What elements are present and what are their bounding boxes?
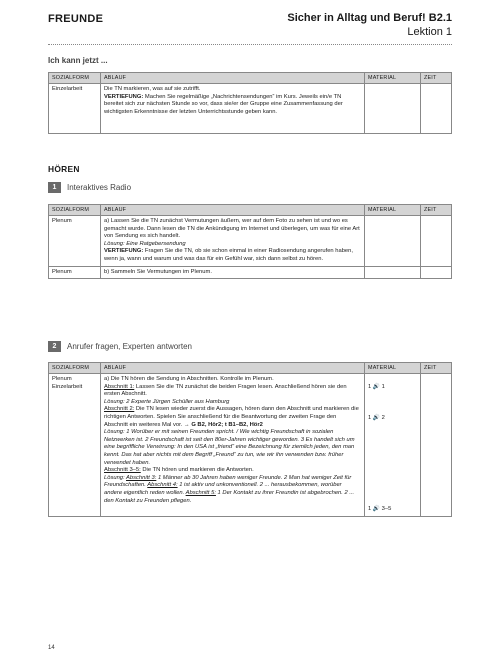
loesung-text <box>104 475 354 504</box>
vertiefung-label: VERTIEFUNG: <box>104 248 144 255</box>
book-title: Sicher in Alltag und Beruf! B2.1 <box>287 12 452 24</box>
lesson-label: Lektion 1 <box>407 26 452 38</box>
abschnitt-text: Die TN lesen wieder zuerst die Aussagen, hören dann den Abschnitt und markieren die richtigen Antworten. Spielen Sie anschließend für die Beantwortung der zweiten Frage den Abschnitt ein weiteres Mal vor. <box>104 406 359 428</box>
audio-track-1: 1 🔊 1 <box>368 384 385 390</box>
cell-material <box>365 374 421 517</box>
text-paragraph: a) Die TN hören die Sendung in Abschnitten. Kontrolle im Plenum. <box>104 376 274 382</box>
cell-zeit <box>421 216 452 267</box>
cell-ablauf: b) Sammeln Sie Vermutungen im Plenum. <box>101 266 365 279</box>
text-paragraph: a) Lassen Sie die TN zunächst Vermutungen äußern, wer auf dem Foto zu sehen ist und wo es gemacht wurde. Dann lesen die TN die Ankündigung im Internet und überlegen, um was für eine Art von Sendung es sich handelt. <box>104 218 360 240</box>
col-material: MATERIAL <box>365 363 421 374</box>
cell-sozialform: Plenum <box>49 266 101 279</box>
section-ich-kann-title: Ich kann jetzt ... <box>48 56 108 65</box>
vertiefung-text: Machen Sie regelmäßige „Nachrichtensendungen“ im Kurs. Jeweils ein/e TN bereitet sich zur nächsten Stunde so vor, dass sie/er der Gruppe eine Zusammenfassung der wichtigsten Erkenntnisse der letzten Unterrichtsstunde geben kann. <box>104 93 343 115</box>
cell-sozialform: Plenum <box>49 216 101 267</box>
sozialform-einzelarbeit: Einzelarbeit <box>52 383 83 390</box>
audio-track-2: 1 🔊 2 <box>368 414 385 421</box>
table-interaktives-radio <box>48 204 452 279</box>
audio-track-3-5: 1 🔊 3–5 <box>368 506 392 513</box>
vertiefung-label: VERTIEFUNG: <box>104 93 144 100</box>
col-sozialform: SOZIALFORM <box>49 363 101 374</box>
loesung-text: Lösung: 1 Worüber er mit seinen Freunden spricht. / Wie wichtig Freundschaft in sozialen Netzwerken ist. 2 Freundschaft ist seit den 80er-Jahren wichtiger geworden. 3 Es handelt sich um eine begriffliche Verwirrung: In den USA ist „friend“ eine Bezeichnung für ziemlich jeden, den man kennt. Das hat aber nichts mit dem Begriff „Freund“ zu tun, wie wir ihn verwenden bzw. früher verwendet haben. <box>104 429 355 466</box>
table-anrufer-fragen <box>48 362 452 517</box>
page-header <box>48 10 452 44</box>
abschnitt-label: Abschnitt 2: <box>104 406 135 413</box>
abschnitt-text: Die TN hören und markieren die Antworten. <box>140 467 254 474</box>
abschnitt-text: Lassen Sie die TN zunächst die beiden Fragen lesen. Anschließend hören sie den ersten Abschnitt. <box>104 383 347 398</box>
cell-sozialform <box>49 374 101 517</box>
section-2-heading <box>48 341 192 352</box>
col-ablauf: ABLAUF <box>101 205 365 216</box>
abschnitt-text: 1 Männer ab 30 Jahren haben weniger Freunde. 2 Man hat weniger Zeit für Freundschaften. <box>104 474 352 489</box>
loesung-text: Lösung: Eine Ratgebersendung <box>104 240 186 247</box>
page-number: 14 <box>48 645 55 651</box>
abschnitt-text: 1 Der Kontakt zu ihrer Freundin ist abgebrochen. 2 ... den Kontakt zu Freunden pflegen. <box>104 489 355 504</box>
section-title: Interaktives Radio <box>67 183 132 192</box>
table-row <box>49 84 452 134</box>
brand-label: FREUNDE <box>48 13 104 25</box>
cell-zeit <box>421 266 452 279</box>
section-1-heading <box>48 182 131 193</box>
table-header-row <box>49 73 452 84</box>
table-row <box>49 216 452 267</box>
cell-material <box>365 84 421 134</box>
loesung-text: Lösung: 2 Experte Jürgen Schüller aus Hamburg <box>104 398 230 405</box>
cell-zeit <box>421 374 452 517</box>
col-material: MATERIAL <box>365 205 421 216</box>
col-zeit: ZEIT <box>421 363 452 374</box>
abschnitt-label: Abschnitt 1: <box>104 383 135 390</box>
section-number-badge: 1 <box>48 182 61 193</box>
abschnitt-label: Abschnitt 3–5: <box>104 467 141 474</box>
abschnitt-label: Abschnitt 3: <box>126 474 157 481</box>
cell-zeit <box>421 84 452 134</box>
heading-hoeren: HÖREN <box>48 164 80 174</box>
table-header-row <box>49 363 452 374</box>
col-ablauf: ABLAUF <box>101 363 365 374</box>
header-divider <box>48 44 452 45</box>
vertiefung-text: Fragen Sie die TN, ob sie schon einmal in einer Radiosendung angerufen haben, wenn ja, wann und warum und was das für ein Gefühl war, sich dann selbst zu hören. <box>104 248 353 262</box>
table-header-row <box>49 205 452 216</box>
section-title: Anrufer fragen, Experten antworten <box>67 342 192 351</box>
cell-ablauf <box>101 374 365 517</box>
abschnitt-label: Abschnitt 5: <box>185 489 216 496</box>
section-number-badge: 2 <box>48 341 61 352</box>
cell-material <box>365 266 421 279</box>
sozialform-plenum: Plenum <box>52 376 72 382</box>
table-row <box>49 374 452 517</box>
col-zeit: ZEIT <box>421 73 452 84</box>
abschnitt-text: 1 ist aktiv und unkonventionell. 2 ... herausbekommen, worüber andere eigentlich reden wollen. <box>104 482 342 496</box>
book-title-block <box>287 11 452 39</box>
cell-sozialform: Einzelarbeit <box>49 84 101 134</box>
cell-ablauf <box>101 216 365 267</box>
col-zeit: ZEIT <box>421 205 452 216</box>
table-ich-kann <box>48 72 452 134</box>
col-sozialform: SOZIALFORM <box>49 73 101 84</box>
cell-ablauf <box>101 84 365 134</box>
abschnitt-label: Abschnitt 4: <box>147 482 178 489</box>
grammar-reference: → G B2, Hör2; t B1–B2, Hör2 <box>183 421 263 428</box>
col-ablauf: ABLAUF <box>101 73 365 84</box>
cell-material <box>365 216 421 267</box>
col-material: MATERIAL <box>365 73 421 84</box>
text-line: Die TN markieren, was auf sie zutrifft. <box>104 86 201 92</box>
loesung-prefix: Lösung: <box>104 474 127 481</box>
table-row <box>49 266 452 279</box>
col-sozialform: SOZIALFORM <box>49 205 101 216</box>
